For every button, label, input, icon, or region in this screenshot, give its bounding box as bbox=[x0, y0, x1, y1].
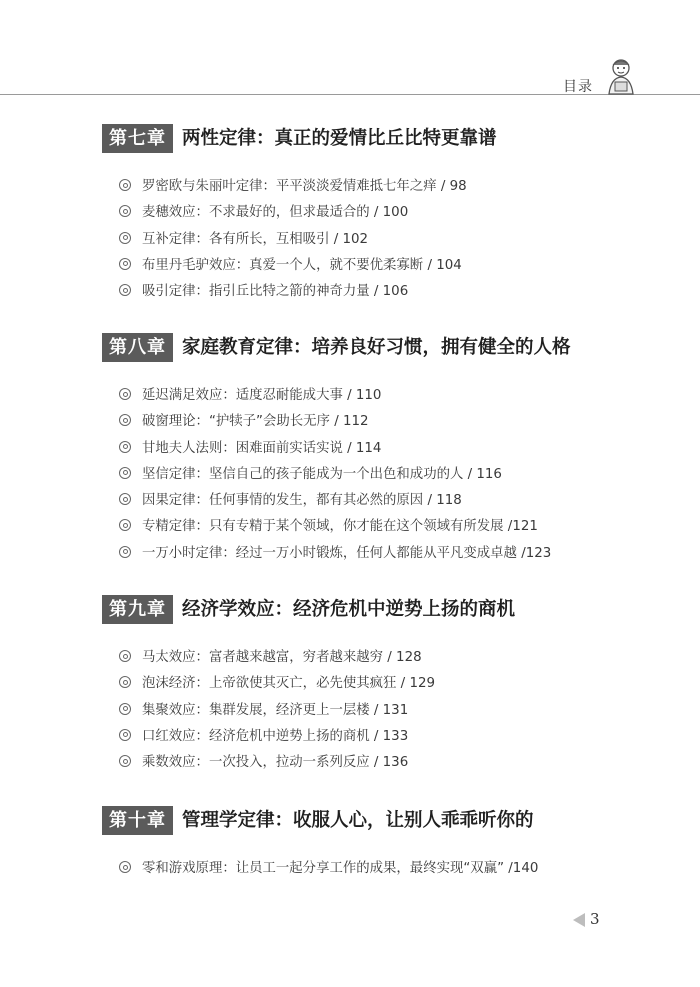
toc-item-text: 马太效应：富者越来越富，穷者越来越穷 / 128 bbox=[142, 650, 422, 665]
bullet-icon bbox=[119, 388, 131, 400]
bullet-icon bbox=[119, 179, 131, 191]
toc-item-text: 破窗理论：“护犊子”会助长无序 / 112 bbox=[142, 414, 369, 430]
chapter-badge: 第十章 bbox=[102, 806, 173, 835]
toc-item-text: 乘数效应：一次投入，拉动一系列反应 / 136 bbox=[142, 755, 409, 771]
toc-item-text: 集聚效应：集群发展，经济更上一层楼 / 131 bbox=[142, 702, 409, 718]
toc-item-text: 互补定律：各有所长，互相吸引 / 102 bbox=[142, 231, 369, 247]
bullet-icon bbox=[119, 467, 131, 479]
bullet-icon bbox=[119, 258, 131, 270]
bullet-icon bbox=[119, 703, 131, 715]
toc-item-text: 坚信定律：坚信自己的孩子能成为一个出色和成功的人 / 116 bbox=[142, 466, 502, 482]
bullet-icon bbox=[119, 676, 131, 688]
toc-item[interactable] bbox=[119, 227, 467, 253]
bullet-icon bbox=[119, 414, 131, 426]
header-divider bbox=[0, 94, 700, 95]
toc-item-text: 布里丹毛驴效应：真爱一个人，就不要优柔寡断 / 104 bbox=[142, 257, 462, 273]
mascot-icon bbox=[603, 56, 639, 96]
toc-item[interactable] bbox=[119, 671, 435, 697]
bullet-icon bbox=[119, 232, 131, 244]
toc-item-text: 零和游戏原理：让员工一起分享工作的成果，最终实现“双赢” /140 bbox=[142, 861, 539, 876]
toc-item-text: 吸引定律：指引丘比特之箭的神奇力量 / 106 bbox=[142, 284, 409, 300]
toc-item[interactable] bbox=[119, 174, 467, 200]
section-label: 目录 bbox=[563, 79, 593, 95]
bullet-icon bbox=[119, 284, 131, 296]
toc-item-text: 罗密欧与朱丽叶定律：平平淡淡爱情难抵七年之痒 / 98 bbox=[142, 179, 467, 194]
page-arrow-icon bbox=[573, 913, 585, 927]
chapter-badge: 第九章 bbox=[102, 595, 173, 624]
chapter-title: 管理学定律：收服人心，让别人乖乖听你的 bbox=[182, 810, 534, 831]
bullet-icon bbox=[119, 755, 131, 767]
toc-item[interactable] bbox=[119, 409, 551, 435]
toc-item[interactable] bbox=[119, 750, 435, 776]
page-number: 3 bbox=[590, 910, 600, 928]
toc-item[interactable] bbox=[119, 724, 435, 750]
chapter-badge: 第七章 bbox=[102, 124, 173, 153]
toc-item[interactable] bbox=[119, 514, 551, 540]
chapter-title: 经济学效应：经济危机中逆势上扬的商机 bbox=[182, 599, 516, 620]
toc-item[interactable] bbox=[119, 856, 538, 882]
toc-item[interactable] bbox=[119, 698, 435, 724]
bullet-icon bbox=[119, 519, 131, 531]
bullet-icon bbox=[119, 205, 131, 217]
chapter-badge: 第八章 bbox=[102, 333, 173, 362]
toc-item[interactable] bbox=[119, 383, 551, 409]
toc-item-text: 泡沫经济：上帝欲使其灭亡，必先使其疯狂 / 129 bbox=[142, 676, 436, 692]
bullet-icon bbox=[119, 493, 131, 505]
toc-item[interactable] bbox=[119, 200, 467, 226]
toc-item[interactable] bbox=[119, 488, 551, 514]
bullet-icon bbox=[119, 861, 131, 873]
bullet-icon bbox=[119, 650, 131, 662]
toc-item-text: 甘地夫人法则：困难面前实话实说 / 114 bbox=[142, 440, 382, 456]
toc-item[interactable] bbox=[119, 279, 467, 305]
toc-item-text: 专精定律：只有专精于某个领域，你才能在这个领域有所发展 /121 bbox=[142, 519, 538, 535]
toc-item-text: 延迟满足效应：适度忍耐能成大事 / 110 bbox=[142, 388, 382, 403]
bullet-icon bbox=[119, 729, 131, 741]
toc-item[interactable] bbox=[119, 253, 467, 279]
toc-item-text: 麦穗效应：不求最好的，但求最适合的 / 100 bbox=[142, 205, 409, 221]
toc-item-text: 因果定律：任何事情的发生，都有其必然的原因 / 118 bbox=[142, 493, 462, 509]
toc-item-text: 口红效应：经济危机中逆势上扬的商机 / 133 bbox=[142, 728, 409, 744]
toc-item[interactable] bbox=[119, 436, 551, 462]
chapter-title: 两性定律：真正的爱情比丘比特更靠谱 bbox=[182, 128, 497, 149]
bullet-icon bbox=[119, 441, 131, 453]
bullet-icon bbox=[119, 546, 131, 558]
toc-item[interactable] bbox=[119, 645, 435, 671]
toc-item[interactable] bbox=[119, 541, 551, 567]
toc-item-text: 一万小时定律：经过一万小时锻炼，任何人都能从平凡变成卓越 /123 bbox=[142, 545, 552, 561]
chapter-title: 家庭教育定律：培养良好习惯，拥有健全的人格 bbox=[182, 337, 571, 358]
toc-item[interactable] bbox=[119, 462, 551, 488]
